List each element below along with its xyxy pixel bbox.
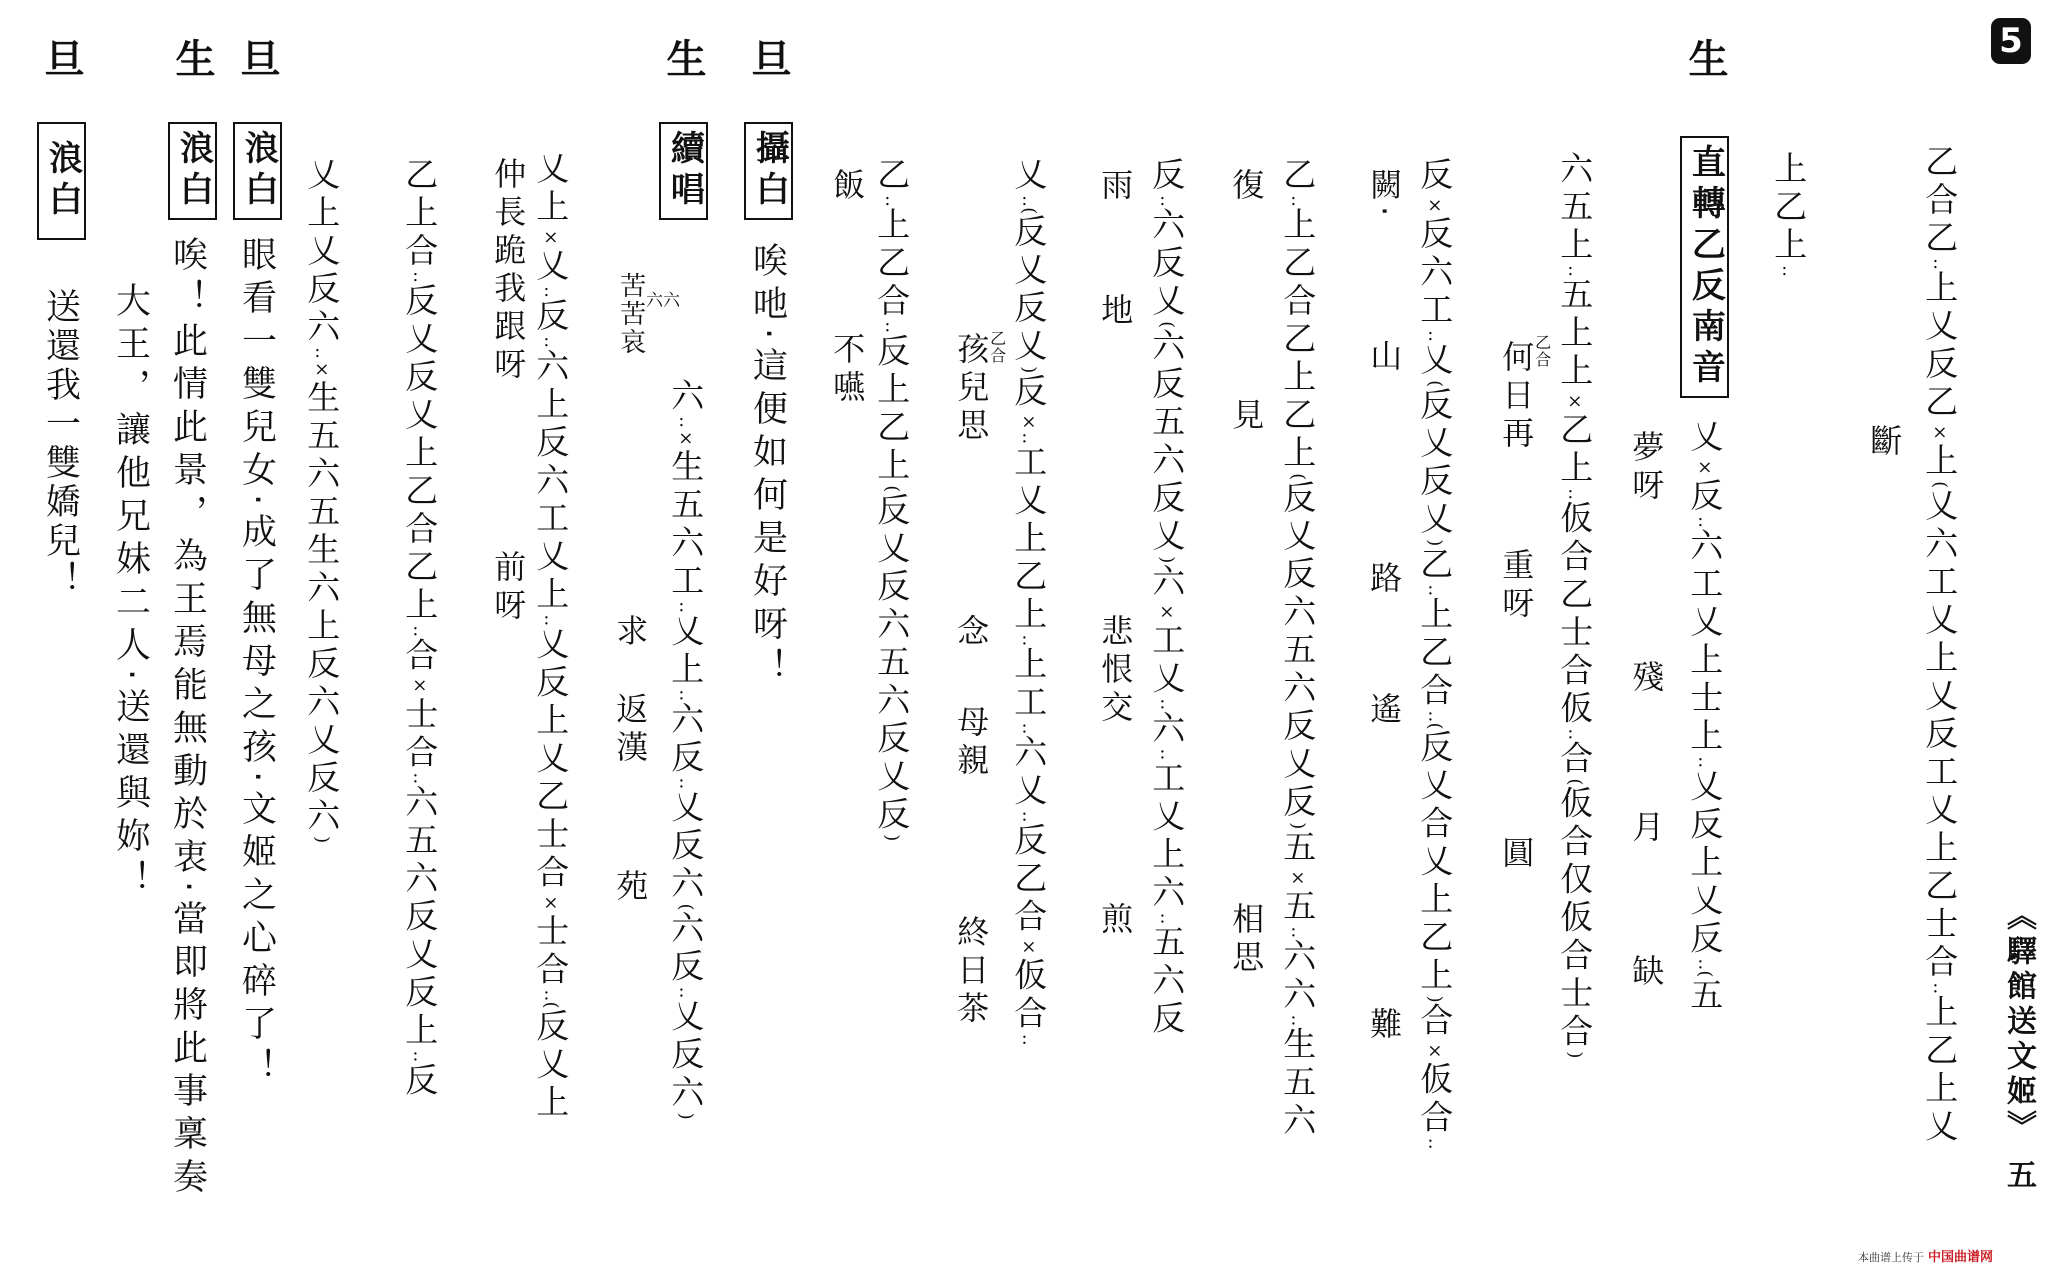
notation-mark: ‥ [1018,432,1040,445]
lyric-text: 何日再 [1497,340,1536,454]
notation-mark: ‥ [1156,748,1178,761]
notation-mark: ‥ [1156,912,1178,925]
notation-mark: × [1424,195,1446,216]
boxed-label: 攝白 [744,122,793,220]
notation-mark: ‥ [1018,634,1040,647]
spoken-line: 大王，讓他兄妹二人‧送還與妳！ [110,282,151,904]
lyric-text: 見 [1227,398,1266,436]
lyric-text: 山 [1365,339,1404,377]
notation-mark: ‥ [540,336,562,349]
notation-mark: ‥ [1424,330,1446,343]
watermark [1858,1246,1993,1265]
notation-mark: ‥ [1156,195,1178,208]
notation-mark: ) [1018,366,1040,374]
role-heading: 生 [660,38,707,78]
lyric-text: 月 [1627,810,1666,848]
notation-mark: ‥ [1018,1033,1040,1046]
notation-mark: ‥ [1287,1014,1309,1027]
notation-mark: ‥ [1564,728,1586,741]
notation-mark: × [1424,1040,1446,1062]
lyric-text: 孩兒思 [952,332,991,446]
notation-mark: ‥ [1778,265,1800,278]
notation-mark: ‥ [540,286,562,299]
notation-column: 乂上×乂‥反‥六上反六工乂上‥乂反上乂乙士合×士合‥(反乂上 [531,151,571,1123]
notation-mark: × [540,892,562,914]
notation-mark: ‥ [1694,958,1716,971]
notation-mark: ‥ [1287,926,1309,939]
notation-mark: ) [1287,822,1309,830]
lyric-text: 夢呀 [1627,430,1666,506]
notation-column: 乙‥上乙合乙上乙上(反乂反六五六反乂反)五×五‥六六‥生五六 [1278,157,1318,1141]
lyric-text: 仲長跪我跟呀 [489,157,528,385]
boxed-label: 直轉乙反南音 [1680,136,1729,398]
lyric-text: 飯 [828,168,867,206]
watermark-text: 本曲谱上传于 [1858,1251,1924,1264]
lyric-text: 地 [1096,293,1135,331]
lyric-text: 斷 [1865,424,1904,462]
lyric-text: 苑 [611,869,650,907]
notation-mark: ) [675,1112,697,1120]
notation-mark: × [409,675,431,697]
lyric-text: 苦苦哀 [615,272,646,356]
notation-mark: × [1564,391,1586,413]
notation-mark: ( [1018,207,1040,215]
boxed-label: 浪白 [233,122,282,220]
lyric-text: 殘 [1627,660,1666,698]
notation-mark: ‥ [409,1050,431,1063]
notation-mark: ‥ [675,601,697,614]
lyric-text: 煎 [1096,902,1135,940]
notation-mark: ‥ [1694,756,1716,769]
lyric-text: 求 [611,614,650,652]
notation-column: 乙‥上乙合‥反上乙上(反乂反六五六反乂反) [872,157,912,842]
lyric-text: 缺 [1627,954,1666,992]
role-heading: 生 [1682,38,1729,78]
notation-column: 乙合乙‥上乂反乙×上(乂六工乂上乂反工乂上乙士合‥上乙上乂 [1920,144,1960,1147]
notation-mark: ‥ [881,321,903,334]
notation-mark: ‥ [311,347,333,360]
notation-mark: × [1694,457,1716,478]
notation-mark: × [1287,867,1309,889]
lyric-text: 悲恨交 [1096,614,1135,728]
lyric-text: 母親 [952,705,991,781]
notation-mark: ‥ [1694,516,1716,529]
notation-mark: ) [311,836,333,844]
notation-mark: ‥ [1424,1137,1446,1150]
notation-mark: ( [1156,321,1178,329]
spoken-line: 唉吔‧這便如何是好呀！ [747,242,788,692]
notation-mark: × [1156,601,1178,623]
spoken-line: 眼看一雙兒女‧成了無母之孩‧文姬之心碎了！ [236,236,277,1092]
lyric-text: 不嚥 [828,332,867,408]
notation-annotation: 六六 [646,291,680,311]
notation-annotation: 乙合 [987,330,1007,364]
notation-mark: ( [1694,970,1716,978]
lyric-text: 相思 [1227,902,1266,978]
watermark-logo: 中国曲谱网 [1928,1250,1994,1265]
role-heading: 旦 [234,38,281,78]
notation-mark: × [311,359,333,381]
spoken-line: 送還我一雙嬌兒！ [40,288,81,600]
notation-mark: ( [1287,473,1309,481]
lyric-text: 返漢 [611,692,650,768]
lyric-text: 念 [952,614,991,652]
role-heading: 旦 [38,38,85,78]
lyric-text: 遙 [1365,692,1404,730]
notation-mark: × [675,428,697,450]
notation-column: 反‥六反乂(六反五六反乂)六×工乂‥六‥工乂上六‥五六反 [1147,157,1187,1039]
lyric-text: 圓 [1497,836,1536,874]
notation-mark: ‥ [675,777,697,790]
notation-mark: ( [1424,380,1446,388]
page-title [2002,900,2035,1194]
notation-mark: ‥ [1929,982,1951,995]
notation-mark: ‥ [409,271,431,284]
page-number-badge: 5 [1991,18,2031,64]
lyric-text: 重呀 [1497,548,1536,624]
notation-mark: ‥ [1929,258,1951,271]
notation-mark: ‥ [1018,195,1040,208]
boxed-label: 續唱 [659,122,708,220]
lyric-text: 前呀 [489,550,528,626]
lyric-text: 難 [1365,1007,1404,1045]
notation-mark: ‥ [1018,810,1040,823]
notation-mark: ‥ [540,989,562,1002]
notation-column: 六‥×生五六工‥乂上‥六反‥乂反六(六反‥乂反六) [666,378,706,1120]
lyric-text: 闕‧ [1365,168,1404,223]
notation-mark: ‥ [1564,488,1586,501]
notation-mark: ( [1564,778,1586,786]
lyric-text: 雨 [1096,168,1135,206]
notation-mark: ) [1424,539,1446,547]
notation-column: 乂‥(反乂反乂)反×‥工乂上乙上‥上工‥六乂‥反乙合×仮合‥ [1009,157,1049,1046]
notation-mark: ‥ [540,614,562,627]
page-number: 五 [2001,1159,2036,1194]
notation-mark: ) [1424,995,1446,1003]
lyric-text: 終日茶 [952,915,991,1029]
notation-mark: ( [540,1001,562,1009]
notation-mark: ‥ [1424,710,1446,723]
notation-mark: ( [675,903,697,911]
boxed-label: 浪白 [168,122,217,220]
notation-mark: ) [1564,1051,1586,1059]
notation-mark: ) [881,834,903,842]
notation-column: 乂上乂反六‥×生五六五生六上反六乂反六) [302,157,342,844]
notation-column: 六五上‥五上上×乙上‥仮合乙士合仮‥合(仮合仅仮合士合) [1555,151,1595,1059]
notation-mark: ‥ [409,625,431,638]
notation-mark: ‥ [675,689,697,702]
notation-mark: ) [1156,556,1178,564]
spoken-line: 唉！此情此景，為王焉能無動於衷‧當即將此事稟奏 [167,236,208,1202]
notation-mark: ‥ [1018,722,1040,735]
notation-mark: × [1018,411,1040,433]
notation-mark: ‥ [1564,265,1586,278]
notation-mark: ( [1929,481,1951,489]
lyric-text: 路 [1365,561,1404,599]
lyric-text: 復 [1227,168,1266,206]
opera-title: 《驛館送文姬》 [2001,900,2036,1145]
notation-mark: ( [881,485,903,493]
notation-mark: ‥ [881,195,903,208]
notation-mark: ‥ [675,986,697,999]
notation-mark: × [1018,936,1040,958]
notation-column: 乂×反‥六工乂上士上‥乂反上乂反‥(五 [1685,419,1725,1016]
notation-column: 反×反六工‥乂(反乂反乂)乙‥上乙合‥(反乂合乂上乙上)合×仮合‥ [1415,157,1455,1150]
boxed-label: 浪白 [37,122,86,240]
notation-mark: ‥ [1287,195,1309,208]
notation-annotation: 乙合 [1532,334,1552,368]
notation-mark: ‥ [409,772,431,785]
notation-mark: ( [1424,722,1446,730]
role-heading: 生 [169,38,216,78]
notation-mark: × [1929,422,1951,444]
notation-mark: × [540,227,562,248]
notation-mark: ‥ [1424,584,1446,597]
role-heading: 旦 [745,38,792,78]
notation-column: 乙上合‥反乂反乂上乙合乙上‥合×士合‥六五六反乂反上‥反 [400,157,440,1101]
notation-mark: ‥ [1156,698,1178,711]
notation-mark: ‥ [675,416,697,429]
notation-column: 上乙上‥ [1769,151,1809,278]
